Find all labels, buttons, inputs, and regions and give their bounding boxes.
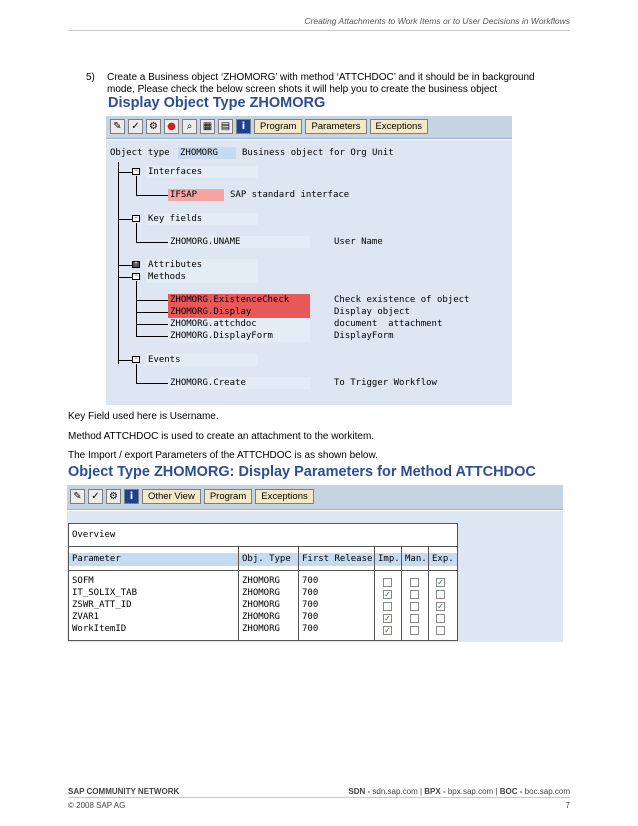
parameter-name[interactable]: IT_SOLIX_TAB: [72, 588, 138, 598]
method-description: Display object: [334, 307, 410, 317]
key-fields-node[interactable]: Key fields: [146, 213, 258, 225]
info-icon[interactable]: i: [124, 489, 139, 504]
method-description: Check existence of object: [334, 295, 470, 305]
tree-line: [136, 195, 168, 196]
imp-checkbox[interactable]: [383, 578, 392, 587]
parameter-release: 700: [302, 612, 319, 622]
change-display-icon[interactable]: ✎: [110, 119, 125, 134]
tree-line: [136, 223, 137, 243]
change-display-icon[interactable]: ✎: [70, 489, 85, 504]
parameter-name[interactable]: SOFM: [72, 576, 94, 586]
object-type-description: Business object for Org Unit: [242, 148, 394, 158]
exceptions-button[interactable]: Exceptions: [255, 489, 313, 504]
parameter-release: 700: [302, 624, 319, 634]
parameters-table: [68, 523, 458, 641]
generate-icon[interactable]: ⚙: [106, 489, 121, 504]
tree-line: [118, 172, 132, 173]
body-text-parameters: The Import / export Parameters of the ATTCHDOC is as shown below.: [68, 450, 378, 461]
tree-line: [136, 364, 137, 383]
method-description: document attachment: [334, 319, 443, 329]
boc-label: BOC -: [499, 787, 523, 796]
parameter-name[interactable]: ZSWR_ATT_ID: [72, 600, 132, 610]
man-checkbox[interactable]: [410, 578, 419, 587]
header-divider: [68, 30, 570, 31]
bpx-label: BPX -: [424, 787, 446, 796]
interface-description: SAP standard interface: [230, 190, 350, 200]
method-existence-check[interactable]: ZHOMORG.ExistenceCheck: [168, 294, 310, 306]
bpx-link[interactable]: bpx.sap.com: [447, 787, 494, 796]
parameter-name[interactable]: ZVAR1: [72, 612, 100, 622]
application-toolbar: [106, 116, 512, 139]
tree-line: [118, 277, 132, 278]
screen-title: Display Object Type ZHOMORG: [108, 95, 326, 111]
tree-line: [136, 324, 168, 325]
find-icon[interactable]: ⌕: [182, 119, 197, 134]
application-toolbar: [67, 485, 563, 510]
footer-divider: [68, 797, 570, 798]
folder-open-icon[interactable]: −: [132, 273, 140, 280]
expand-icon[interactable]: ▦: [200, 119, 215, 134]
footer-copyright: © 2008 SAP AG: [68, 801, 126, 810]
folder-open-icon[interactable]: −: [132, 168, 140, 175]
step-line-1: Create a Business object ‘ZHOMORG’ with method ‘ATTCHDOC’ and it should be in background: [107, 72, 535, 83]
parameter-release: 700: [302, 576, 319, 586]
method-attchdoc[interactable]: ZHOMORG.attchdoc: [168, 318, 310, 330]
overview-label: Overview: [72, 530, 116, 540]
column-header-man[interactable]: Man.: [405, 554, 427, 564]
object-type-label: Object type: [110, 148, 170, 158]
tree-line: [136, 176, 137, 196]
tree-line: [136, 312, 168, 313]
sdn-label: SDN -: [348, 787, 371, 796]
column-header-parameter[interactable]: Parameter: [72, 554, 121, 564]
step-line-2: mode, Please check the below screen shots it will help you to create the business object: [107, 84, 498, 95]
sdn-link[interactable]: sdn.sap.com: [372, 787, 418, 796]
parameter-release: 700: [302, 600, 319, 610]
screenshot-method-parameters: [67, 464, 563, 642]
key-field-uname[interactable]: ZHOMORG.UNAME: [168, 236, 310, 248]
where-used-icon[interactable]: ●: [164, 119, 179, 134]
generate-icon[interactable]: ⚙: [146, 119, 161, 134]
exp-checkbox[interactable]: [436, 590, 445, 599]
parameter-object-type: ZHOMORG: [242, 624, 280, 634]
method-display[interactable]: ZHOMORG.Display: [168, 306, 310, 318]
exp-checkbox[interactable]: [436, 626, 445, 635]
exp-checkbox[interactable]: ✓: [437, 578, 444, 587]
parameter-object-type: ZHOMORG: [242, 588, 280, 598]
folder-closed-icon[interactable]: +: [132, 261, 140, 268]
column-header-first-release[interactable]: First Release: [302, 554, 373, 564]
column-header-exp[interactable]: Exp.: [432, 554, 454, 564]
program-button[interactable]: Program: [254, 119, 302, 134]
check-icon[interactable]: ✓: [88, 489, 103, 504]
body-text-key-field: Key Field used here is Username.: [68, 411, 219, 422]
other-view-button[interactable]: Other View: [142, 489, 201, 504]
footer-network: SAP COMMUNITY NETWORK: [68, 787, 180, 796]
tree-line: [118, 360, 132, 361]
object-type-value[interactable]: ZHOMORG: [178, 147, 236, 159]
imp-checkbox[interactable]: ✓: [384, 590, 391, 599]
parameter-object-type: ZHOMORG: [242, 600, 280, 610]
divider: [69, 570, 457, 571]
parameter-object-type: ZHOMORG: [242, 576, 280, 586]
key-field-description: User Name: [334, 237, 383, 247]
body-text-method: Method ATTCHDOC is used to create an attachment to the workitem.: [68, 431, 375, 442]
column-header-imp[interactable]: Imp.: [378, 554, 400, 564]
tree-line: [136, 242, 168, 243]
event-create[interactable]: ZHOMORG.Create: [168, 377, 310, 389]
tree-line: [136, 336, 168, 337]
page-number: 7: [565, 801, 570, 810]
parameters-button[interactable]: Parameters: [305, 119, 366, 134]
column-divider: [401, 546, 402, 640]
check-icon[interactable]: ✓: [128, 119, 143, 134]
tree-line: [136, 300, 168, 301]
collapse-icon[interactable]: ▤: [218, 119, 233, 134]
man-checkbox[interactable]: [410, 590, 419, 599]
events-node[interactable]: Events: [146, 354, 258, 366]
screenshot-display-object-type: [106, 95, 512, 405]
folder-open-icon[interactable]: −: [132, 215, 140, 222]
running-header: Creating Attachments to Work Items or to User Decisions in Workflows: [304, 16, 570, 26]
program-button[interactable]: Program: [204, 489, 252, 504]
parameter-object-type: ZHOMORG: [242, 612, 280, 622]
imp-checkbox[interactable]: ✓: [384, 614, 391, 623]
tree-line: [118, 265, 132, 266]
folder-open-icon[interactable]: −: [132, 356, 140, 363]
column-header-obj-type[interactable]: Obj. Type: [242, 554, 291, 564]
tree-line: [118, 162, 119, 364]
exp-checkbox[interactable]: [436, 614, 445, 623]
parameter-name[interactable]: WorkItemID: [72, 624, 127, 634]
interfaces-node[interactable]: Interfaces: [146, 166, 258, 178]
man-checkbox[interactable]: [410, 626, 419, 635]
column-divider: [374, 546, 375, 640]
tree-line: [136, 281, 137, 337]
object-tree-panel: [106, 140, 512, 405]
exceptions-button[interactable]: Exceptions: [370, 119, 428, 134]
man-checkbox[interactable]: [410, 602, 419, 611]
event-description: To Trigger Workflow: [334, 378, 437, 388]
methods-node[interactable]: Methods: [146, 271, 258, 283]
exp-checkbox[interactable]: ✓: [437, 602, 444, 611]
man-checkbox[interactable]: [410, 614, 419, 623]
column-divider: [298, 546, 299, 640]
imp-checkbox[interactable]: [383, 602, 392, 611]
info-icon[interactable]: i: [236, 119, 251, 134]
column-divider: [238, 546, 239, 640]
footer-links: SDN - sdn.sap.com | BPX - bpx.sap.com | BOC - boc.sap.com: [348, 787, 570, 796]
tree-line: [136, 383, 168, 384]
divider: [69, 546, 457, 547]
boc-link[interactable]: boc.sap.com: [524, 787, 570, 796]
parameter-release: 700: [302, 588, 319, 598]
tree-line: [118, 219, 132, 220]
method-description: DisplayForm: [334, 331, 394, 341]
step-number: 5): [86, 72, 95, 83]
method-display-form[interactable]: ZHOMORG.DisplayForm: [168, 330, 310, 342]
interface-ifsap[interactable]: IFSAP: [168, 189, 224, 201]
column-divider: [428, 546, 429, 640]
screen-title: Object Type ZHOMORG: Display Parameters for Method ATTCHDOC: [68, 464, 536, 480]
imp-checkbox[interactable]: ✓: [384, 626, 391, 635]
parameters-panel: [67, 511, 563, 642]
attributes-node[interactable]: Attributes: [146, 259, 258, 271]
